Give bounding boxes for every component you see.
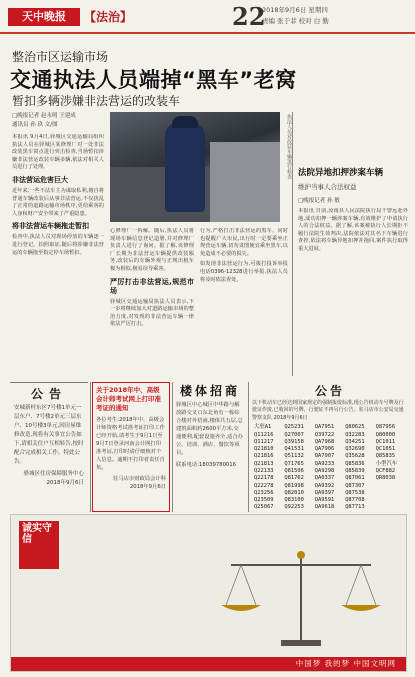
lead-subhead: 暂扣多辆涉嫌非法营运的改装车 — [12, 94, 181, 108]
section-label: 【法治】 — [84, 10, 133, 24]
lead-column-2 — [110, 228, 194, 376]
notice-sign: 驿城区住房保障服务中心 — [23, 471, 84, 477]
plate-entry: QA9591 — [314, 497, 335, 504]
plate-entry: Q83100 — [284, 497, 304, 504]
plate-entry: Q80000 — [375, 431, 396, 438]
lead-subtitle: 非法营运危害巨大 — [12, 175, 68, 184]
lead-column-1 — [12, 134, 104, 376]
plate-entry: QC1051 — [375, 446, 396, 453]
byline-reporters: □晚报记者 赵永明 王建成 — [12, 113, 76, 119]
lead-kicker: 整治市区运输市场 — [12, 50, 109, 64]
public-service-ad — [10, 514, 407, 672]
rental-ad — [174, 382, 246, 512]
plate-entry — [376, 497, 406, 504]
plate-entry: Q22133 — [254, 468, 274, 474]
plate-entry: Q11217 — [254, 438, 274, 445]
notice-title: 公告 — [30, 387, 67, 401]
plate-entry: Q80625 — [345, 424, 365, 431]
plate-entry: Q81506 — [284, 468, 304, 474]
side-article-subtitle: 维护当事人合法权益 — [298, 183, 357, 191]
lead-paragraph: 近年来,一些不法车主为谋取私利,擅自将普通车辆改装后从事非法营运,不仅扰乱了正常的道路运输市场秩序,更给乘客的人身和财产安全带来了严重隐患。 — [12, 187, 104, 217]
plate-entry: QA0337 — [314, 475, 335, 482]
plate-entry: Q85839 — [345, 468, 365, 474]
scale-of-justice-icon — [201, 545, 401, 655]
photo-officer-shape — [165, 122, 205, 212]
plate-entry: Q21810 — [254, 446, 274, 453]
lead-bylines — [12, 112, 102, 130]
rental-ad-title: 楼体招商 — [179, 384, 240, 398]
integrity-stamp: 诚实守信 — [19, 521, 59, 569]
plate-entry: Q25067 — [254, 504, 274, 511]
photo-hood-shape — [210, 142, 280, 222]
lead-paragraph: 本报讯 9月4日,驿城区交通运输局组织执法人员在驿城区某修理厂对一处非法改装黑车窝点进行突击检查,当场暂扣涉嫌非法营运改装车辆多辆,依法对相关人员进行了处理。 — [12, 134, 104, 171]
exam-notice-date: 2018年9月6日 — [129, 484, 166, 490]
lead-paragraph: 心修理厂一拆解。随后,执法人员将现场车辆信息登记造册,并对修理厂负责人进行了询问。据了解,该修理厂长期为非法营运车辆提供改装服务,改装后的车辆外观与正规出租车极为相似,极易误导乘客。 — [110, 228, 194, 272]
plate-list — [250, 423, 410, 513]
plate-entry: 大驻A1 — [254, 424, 272, 431]
side-article-byline: □晚报记者 孙 敏 — [298, 198, 340, 204]
plate-entry: QA7906 — [314, 446, 335, 453]
plate-entry: Q85835 — [375, 453, 396, 460]
plate-entry: Q32690 — [345, 446, 365, 453]
plate-entry: Q39722 — [314, 431, 335, 438]
plate-entry: Q87708 — [345, 497, 365, 504]
issue-date: 2018年9月6日 星期四 — [262, 6, 328, 14]
plate-entry: Q25231 — [284, 424, 304, 431]
plate-entry: Q87956 — [375, 424, 396, 431]
ad-footer-text: 中国梦 我的梦 中国文明网 — [295, 659, 396, 668]
plate-entry: Q22178 — [254, 475, 274, 482]
plate-entry: Q22278 — [254, 482, 274, 489]
plate-entry: Q81998 — [284, 482, 304, 489]
plate-entry: Q21813 — [254, 460, 274, 467]
column-divider — [292, 112, 293, 376]
plate-entry: Q87713 — [345, 504, 365, 511]
exam-notice-sign: 驻马店市财政局会计科 — [113, 476, 166, 482]
newspaper-logo: 天中晚报 — [8, 8, 80, 26]
lead-column-3 — [200, 228, 288, 376]
lead-headline: 交通执法人员端掉“黑车”老窝 — [10, 68, 297, 92]
plate-entry: QA9233 — [314, 460, 335, 467]
lead-paragraph: 检查中,执法人员对现场停放的车辆逐一进行登记、拍照取证,随后将涉嫌非法营运的车辆拖至指定停车场暂扣。 — [12, 234, 104, 256]
plate-entry: Q35628 — [345, 453, 365, 460]
plate-notice-intro: 以下机动车已经达到国家规定的强制报废标准,现公告机动车号牌及行驶证作废,已收回的号牌、行驶证不再另行公告。驻马店市公安局交通警察支队 2018年9月6日 — [252, 400, 404, 421]
notice-left — [10, 382, 88, 510]
plate-entry: QCF882 — [375, 468, 396, 474]
plate-entry: Q39158 — [284, 438, 304, 445]
lead-paragraph: 行为,严格打击非法营运的黑车。同时也提醒广大市民,出行时一定要乘坐正规营运车辆,切勿贪图便宜乘坐黑车,以免造成不必要的损失。 — [200, 228, 288, 257]
plate-entry: Q41531 — [284, 446, 304, 453]
plate-entry — [376, 483, 406, 490]
plate-entry: QA7907 — [314, 453, 335, 460]
plate-entry: Q11216 — [254, 431, 274, 438]
plate-entry: QA9397 — [314, 489, 335, 496]
plate-entry: QA7968 — [314, 438, 335, 445]
editor-credits: 责编 张于菲 校对 白 勤 — [262, 17, 329, 25]
notice-text: 安城新村东区7号楼1单元一层东户、7号楼2单元三层东户、10号楼3单元,因房屋维修改造,现将有关事宜公告如下,请相关住户互相转告,按时配合完成相关工作。特此公告。 — [14, 405, 84, 465]
rental-ad-body: 驿城区中心城区中华路与解放路交叉口东北角有一栋综合楼对外招商,楼体共五层,总建筑面积约2600平方米,交通便利,配套设施齐全,适合办公、培训、酒店、餐饮等项目。 — [176, 402, 243, 456]
plate-entry: QA7951 — [314, 424, 335, 431]
lead-subtitle: 将非法营运车辆拖走暂扣 — [12, 222, 89, 231]
lead-paragraph: 如发现非法营运行为,可拨打投诉举报电话0396-12328进行举报,执法人员将及时依法查处。 — [200, 261, 288, 283]
plate-entry: QA9618 — [314, 504, 335, 511]
plate-entry: Q82010 — [284, 489, 304, 496]
plate-entry — [376, 490, 406, 497]
notice-divider — [90, 382, 91, 512]
side-article-body: 本报讯 日前,汝南县人民法院执行局干警远赴外地,成功扣押一辆涉案车辆,有效维护了申请执行人的合法权益。据了解,该案被执行人长期拒不履行法院生效判决,法院依法对其名下车辆进行查控,依法将车辆异地扣押并拖回,案件执行取得重大进展。 — [298, 208, 408, 252]
plate-entry: Q51132 — [284, 453, 304, 460]
plate-entry: Q85836 — [345, 460, 365, 467]
plate-entry: 小型汽车 — [375, 460, 398, 467]
plate-entry: Q34251 — [345, 438, 365, 445]
plate-entry: Q21816 — [254, 453, 274, 460]
plate-entry: QR8038 — [375, 475, 396, 482]
masthead — [0, 0, 415, 34]
side-article-title: 法院异地扣押涉案车辆 — [298, 168, 384, 178]
notice-date: 2018年9月6日 — [46, 480, 84, 486]
byline-correspondent: 通讯员 孙 玖 文/图 — [12, 122, 58, 128]
notice-body — [10, 402, 88, 490]
plate-entry: Q23509 — [254, 497, 274, 504]
plate-entry: Q92253 — [284, 504, 304, 511]
plate-notice-title: 公告 — [314, 384, 345, 398]
plate-entry — [376, 504, 406, 511]
plate-entry: Q23256 — [254, 489, 274, 496]
plate-cancellation-notice — [250, 382, 410, 512]
exam-notice-body: 各位考生:2018年中、高级会计师资格考试准考证打印工作已经开始,请考生于9月1日至9月7日登录河南会计网打印准考证,打印时请仔细核对个人信息。逾期不打印者责任自负。 — [96, 417, 165, 471]
rental-ad-contact: 联系电话:18039780016 — [176, 462, 237, 468]
lead-subtitle: 严厉打击非法营运,规范市场 — [110, 277, 194, 295]
lead-photo — [110, 112, 280, 222]
plate-entry: QA9392 — [314, 482, 335, 489]
plate-entry: Q27007 — [284, 431, 304, 438]
plate-entry: Q87307 — [345, 482, 365, 489]
lead-paragraph: 驿城区交通运输局执法人员表示,下一步将继续加大对道路运输市场的整治力度,对发现的非法营运车辆一律依法严厉打击。 — [110, 298, 194, 328]
photo-cap-shape — [172, 116, 198, 128]
exam-notice-title: 关于2018年中、高级会计师考试网上打印准考证的通知 — [96, 386, 161, 412]
plate-entry: QA9298 — [314, 468, 335, 474]
notice-divider — [248, 382, 249, 512]
plate-entry: QC1011 — [375, 438, 396, 445]
plate-entry: Q87538 — [345, 489, 365, 496]
page-number: 22 — [232, 2, 266, 31]
plate-entry: Q81762 — [284, 475, 304, 482]
plate-entry: Q32283 — [345, 431, 365, 438]
plate-entry: Q71765 — [284, 460, 304, 467]
photo-caption: 执法人员对改装车辆进行检查 — [286, 114, 292, 179]
notice-divider — [172, 382, 173, 512]
exam-notice-box — [92, 382, 170, 512]
plate-entry: Q87061 — [345, 475, 365, 482]
